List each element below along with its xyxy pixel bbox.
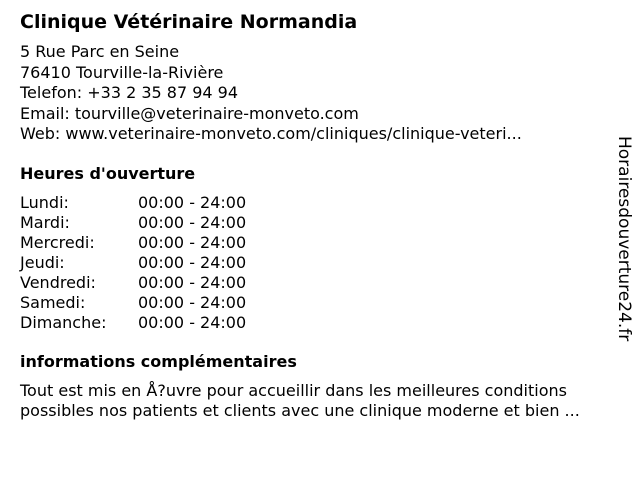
hours-row-sunday xyxy=(20,313,612,333)
hours-row-thursday xyxy=(20,253,612,273)
hours-day-label: Mercredi: xyxy=(20,232,95,252)
hours-time-value: 00:00 - 24:00 xyxy=(138,312,247,332)
hours-day-label: Dimanche: xyxy=(20,312,107,332)
hours-row-saturday xyxy=(20,293,612,313)
hours-time-value: 00:00 - 24:00 xyxy=(138,212,247,232)
hours-day-label: Mardi: xyxy=(20,212,70,232)
hours-time-value: 00:00 - 24:00 xyxy=(138,232,247,252)
hours-day-label: Lundi: xyxy=(20,192,69,212)
info-text-line: Tout est mis en Å?uvre pour accueillir dans les meilleures conditions xyxy=(20,380,567,400)
hours-row-wednesday xyxy=(20,233,612,253)
hours-time-value: 00:00 - 24:00 xyxy=(138,252,247,272)
info-heading: informations complémentaires xyxy=(20,351,297,371)
hours-time-value: 00:00 - 24:00 xyxy=(138,292,247,312)
brand-watermark xyxy=(610,136,638,364)
hours-row-friday xyxy=(20,273,612,293)
hours-day-label: Samedi: xyxy=(20,292,86,312)
info-text-line: possibles nos patients et clients avec une clinique moderne et bien ... xyxy=(20,401,580,420)
email-address: Email: tourville@veterinaire-monveto.com xyxy=(20,103,359,123)
clinic-card xyxy=(20,8,612,422)
address-street: 5 Rue Parc en Seine xyxy=(20,42,180,61)
hours-heading: Heures d'ouverture xyxy=(20,163,196,183)
hours-day-label: Jeudi: xyxy=(20,252,65,272)
hours-day-label: Vendredi: xyxy=(20,272,96,292)
hours-row-tuesday xyxy=(20,213,612,233)
address-city: 76410 Tourville-la-Rivière xyxy=(20,62,224,82)
brand-text: Horairesdouverture24.fr xyxy=(614,136,634,342)
clinic-title: Clinique Vétérinaire Normandia xyxy=(20,11,358,33)
phone-number: Telefon: +33 2 35 87 94 94 xyxy=(20,83,239,102)
website-link: Web: www.veterinaire-monveto.com/cliniques/clinique-veteri... xyxy=(20,124,522,143)
hours-time-value: 00:00 - 24:00 xyxy=(138,272,247,292)
address-block xyxy=(20,42,612,145)
info-text xyxy=(20,381,612,422)
hours-row-monday xyxy=(20,193,612,213)
hours-time-value: 00:00 - 24:00 xyxy=(138,192,247,212)
hours-table xyxy=(20,193,612,333)
